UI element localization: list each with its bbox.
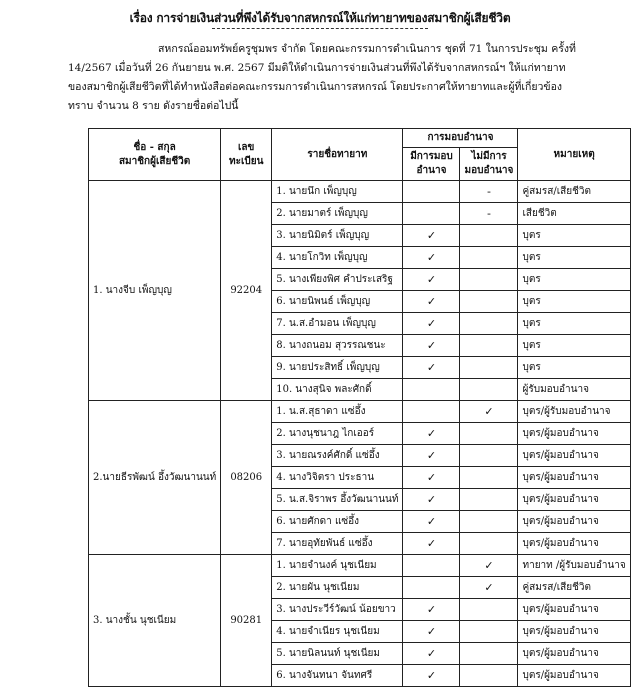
note-cell: บุตร bbox=[518, 225, 630, 247]
has-delegation-cell: ✓ bbox=[403, 247, 460, 269]
intro-line-1: สหกรณ์ออมทรัพย์ครูชุมพร จำกัด โดยคณะกรรมการดำเนินการ ชุดที่ 71 ในการประชุม ครั้งที่ bbox=[158, 43, 576, 55]
note-cell: คู่สมรส/เสียชีวิต bbox=[518, 577, 630, 599]
heir-name-cell: 3. นางประวีร์วัฒน์ น้อยขาว bbox=[272, 599, 403, 621]
header-no-delegation: ไม่มีการ มอบอำนาจ bbox=[460, 148, 518, 181]
header-has-delegation: มีการมอบ อำนาจ bbox=[403, 148, 460, 181]
no-delegation-cell: - bbox=[460, 181, 518, 203]
heir-name-cell: 1. น.ส.สุธาดา แซ่อึ้ง bbox=[272, 401, 403, 423]
no-delegation-cell bbox=[460, 445, 518, 467]
no-delegation-cell bbox=[460, 335, 518, 357]
note-cell: เสียชีวิต bbox=[518, 203, 630, 225]
member-name-cell: 1. นางจีบ เพ็ญบุญ bbox=[89, 181, 221, 401]
heir-name-cell: 6. นายศักดา แซ่อึ้ง bbox=[272, 511, 403, 533]
note-cell: บุตร bbox=[518, 291, 630, 313]
heir-name-cell: 5. น.ส.จิราพร อึ้งวัฒนานนท์ bbox=[272, 489, 403, 511]
note-cell: บุตร/ผู้มอบอำนาจ bbox=[518, 621, 630, 643]
has-delegation-cell: ✓ bbox=[403, 533, 460, 555]
heir-name-cell: 2. นางนุชนาฎ ไกเออร์ bbox=[272, 423, 403, 445]
member-name-cell: 3. นางชั้น นุชเนียม bbox=[89, 555, 221, 687]
note-cell: บุตร bbox=[518, 357, 630, 379]
has-delegation-cell: ✓ bbox=[403, 313, 460, 335]
note-cell: บุตร bbox=[518, 247, 630, 269]
heir-name-cell: 2. นายผัน นุชเนียม bbox=[272, 577, 403, 599]
has-delegation-cell: ✓ bbox=[403, 467, 460, 489]
has-delegation-cell bbox=[403, 401, 460, 423]
heir-name-cell: 3. นายนิมิตร์ เพ็ญบุญ bbox=[272, 225, 403, 247]
heir-name-cell: 3. นายณรงค์ศักดิ์ แซ่อึ้ง bbox=[272, 445, 403, 467]
table-row bbox=[89, 401, 631, 423]
registration-cell: 08206 bbox=[221, 401, 272, 555]
header-note: หมายเหตุ bbox=[518, 129, 630, 181]
has-delegation-cell bbox=[403, 555, 460, 577]
has-delegation-cell bbox=[403, 181, 460, 203]
has-delegation-cell: ✓ bbox=[403, 291, 460, 313]
has-delegation-cell: ✓ bbox=[403, 621, 460, 643]
no-delegation-cell bbox=[460, 357, 518, 379]
table-row bbox=[89, 555, 631, 577]
table-row bbox=[89, 181, 631, 203]
heir-name-cell: 6. นางจันทนา จันทศรี bbox=[272, 665, 403, 687]
no-delegation-cell bbox=[460, 665, 518, 687]
header-registration: เลข ทะเบียน bbox=[221, 129, 272, 181]
no-delegation-cell bbox=[460, 599, 518, 621]
no-delegation-cell bbox=[460, 291, 518, 313]
no-delegation-cell bbox=[460, 643, 518, 665]
no-delegation-cell: ✓ bbox=[460, 401, 518, 423]
note-cell: บุตร/ผู้มอบอำนาจ bbox=[518, 467, 630, 489]
note-cell: ทายาท /ผู้รับมอบอำนาจ bbox=[518, 555, 630, 577]
intro-paragraph bbox=[68, 40, 588, 116]
heir-name-cell: 6. นายนิพนธ์ เพ็ญบุญ bbox=[272, 291, 403, 313]
table-body bbox=[89, 181, 631, 687]
note-cell: บุตร/ผู้มอบอำนาจ bbox=[518, 511, 630, 533]
no-delegation-cell bbox=[460, 269, 518, 291]
has-delegation-cell: ✓ bbox=[403, 335, 460, 357]
has-delegation-cell: ✓ bbox=[403, 269, 460, 291]
heir-name-cell: 4. นายโกวิท เพ็ญบุญ bbox=[272, 247, 403, 269]
has-delegation-cell bbox=[403, 203, 460, 225]
has-delegation-cell bbox=[403, 379, 460, 401]
heir-name-cell: 2. นายมาตร์ เพ็ญบุญ bbox=[272, 203, 403, 225]
header-heirs: รายชื่อทายาท bbox=[272, 129, 403, 181]
has-delegation-cell: ✓ bbox=[403, 423, 460, 445]
heir-name-cell: 4. นายจำเนียร นุชเนียม bbox=[272, 621, 403, 643]
note-cell: บุตร bbox=[518, 269, 630, 291]
no-delegation-cell bbox=[460, 225, 518, 247]
no-delegation-cell bbox=[460, 313, 518, 335]
registration-cell: 90281 bbox=[221, 555, 272, 687]
header-member-name: ชื่อ - สกุล สมาชิกผู้เสียชีวิต bbox=[89, 129, 221, 181]
no-delegation-cell bbox=[460, 423, 518, 445]
no-delegation-cell: - bbox=[460, 203, 518, 225]
no-delegation-cell bbox=[460, 533, 518, 555]
divider-line bbox=[212, 28, 428, 29]
no-delegation-cell bbox=[460, 247, 518, 269]
heir-name-cell: 1. นายนึก เพ็ญบุญ bbox=[272, 181, 403, 203]
intro-line-3: ของสมาชิกผู้เสียชีวิตที่ได้ทำหนังสือต่อคณะกรรมการดำเนินการสหกรณ์ โดยประกาศให้ทายาทและผู้ที่เกี่ยวข้อง bbox=[68, 81, 563, 93]
no-delegation-cell bbox=[460, 511, 518, 533]
heir-name-cell: 10. นางสุนิจ พละศักดิ์ bbox=[272, 379, 403, 401]
no-delegation-cell bbox=[460, 379, 518, 401]
heir-name-cell: 5. นายนิลนนท์ นุชเนียม bbox=[272, 643, 403, 665]
note-cell: บุตร/ผู้มอบอำนาจ bbox=[518, 445, 630, 467]
no-delegation-cell bbox=[460, 467, 518, 489]
heir-name-cell: 7. น.ส.อำมอน เพ็ญบุญ bbox=[272, 313, 403, 335]
note-cell: บุตร/ผู้มอบอำนาจ bbox=[518, 489, 630, 511]
intro-line-4: ทราบ จำนวน 8 ราย ดังรายชื่อต่อไปนี้ bbox=[68, 100, 239, 112]
registration-cell: 92204 bbox=[221, 181, 272, 401]
note-cell: บุตร bbox=[518, 335, 630, 357]
has-delegation-cell: ✓ bbox=[403, 643, 460, 665]
heir-name-cell: 9. นายประสิทธิ์ เพ็ญบุญ bbox=[272, 357, 403, 379]
note-cell: บุตร/ผู้มอบอำนาจ bbox=[518, 643, 630, 665]
document-subject: เรื่อง การจ่ายเงินส่วนที่พึงได้รับจากสหกรณ์ให้แก่ทายาทของสมาชิกผู้เสียชีวิต bbox=[129, 11, 511, 25]
note-cell: บุตร/ผู้มอบอำนาจ bbox=[518, 599, 630, 621]
note-cell: บุตร/ผู้มอบอำนาจ bbox=[518, 665, 630, 687]
heir-name-cell: 5. นางเพียงพิศ คำประเสริฐ bbox=[272, 269, 403, 291]
has-delegation-cell: ✓ bbox=[403, 445, 460, 467]
has-delegation-cell: ✓ bbox=[403, 511, 460, 533]
heir-name-cell: 4. นางวิจิตรา ประธาน bbox=[272, 467, 403, 489]
note-cell: บุตร/ผู้มอบอำนาจ bbox=[518, 533, 630, 555]
note-cell: บุตร/ผู้มอบอำนาจ bbox=[518, 423, 630, 445]
note-cell: ผู้รับมอบอำนาจ bbox=[518, 379, 630, 401]
intro-line-2: 14/2567 เมื่อวันที่ 26 กันยายน พ.ศ. 2567 มีมติให้ดำเนินการจ่ายเงินส่วนที่พึงได้รับจากสหกรณ์ฯ ให้แก่ทายาท bbox=[68, 62, 566, 74]
no-delegation-cell: ✓ bbox=[460, 555, 518, 577]
has-delegation-cell: ✓ bbox=[403, 225, 460, 247]
note-cell: บุตร/ผู้รับมอบอำนาจ bbox=[518, 401, 630, 423]
no-delegation-cell bbox=[460, 489, 518, 511]
member-name-cell: 2.นายธีรพัฒน์ อึ้งวัฒนานนท์ bbox=[89, 401, 221, 555]
has-delegation-cell: ✓ bbox=[403, 489, 460, 511]
no-delegation-cell bbox=[460, 621, 518, 643]
has-delegation-cell: ✓ bbox=[403, 599, 460, 621]
heir-name-cell: 1. นายจำนงค์ นุชเนียม bbox=[272, 555, 403, 577]
has-delegation-cell: ✓ bbox=[403, 665, 460, 687]
no-delegation-cell: ✓ bbox=[460, 577, 518, 599]
heir-name-cell: 8. นางถนอม สุวรรณชนะ bbox=[272, 335, 403, 357]
note-cell: บุตร bbox=[518, 313, 630, 335]
heirs-table bbox=[88, 128, 631, 687]
heir-name-cell: 7. นายอุทัยพันธ์ แซ่อึ้ง bbox=[272, 533, 403, 555]
has-delegation-cell: ✓ bbox=[403, 357, 460, 379]
has-delegation-cell bbox=[403, 577, 460, 599]
note-cell: คู่สมรส/เสียชีวิต bbox=[518, 181, 630, 203]
header-delegation: การมอบอำนาจ bbox=[403, 129, 518, 148]
